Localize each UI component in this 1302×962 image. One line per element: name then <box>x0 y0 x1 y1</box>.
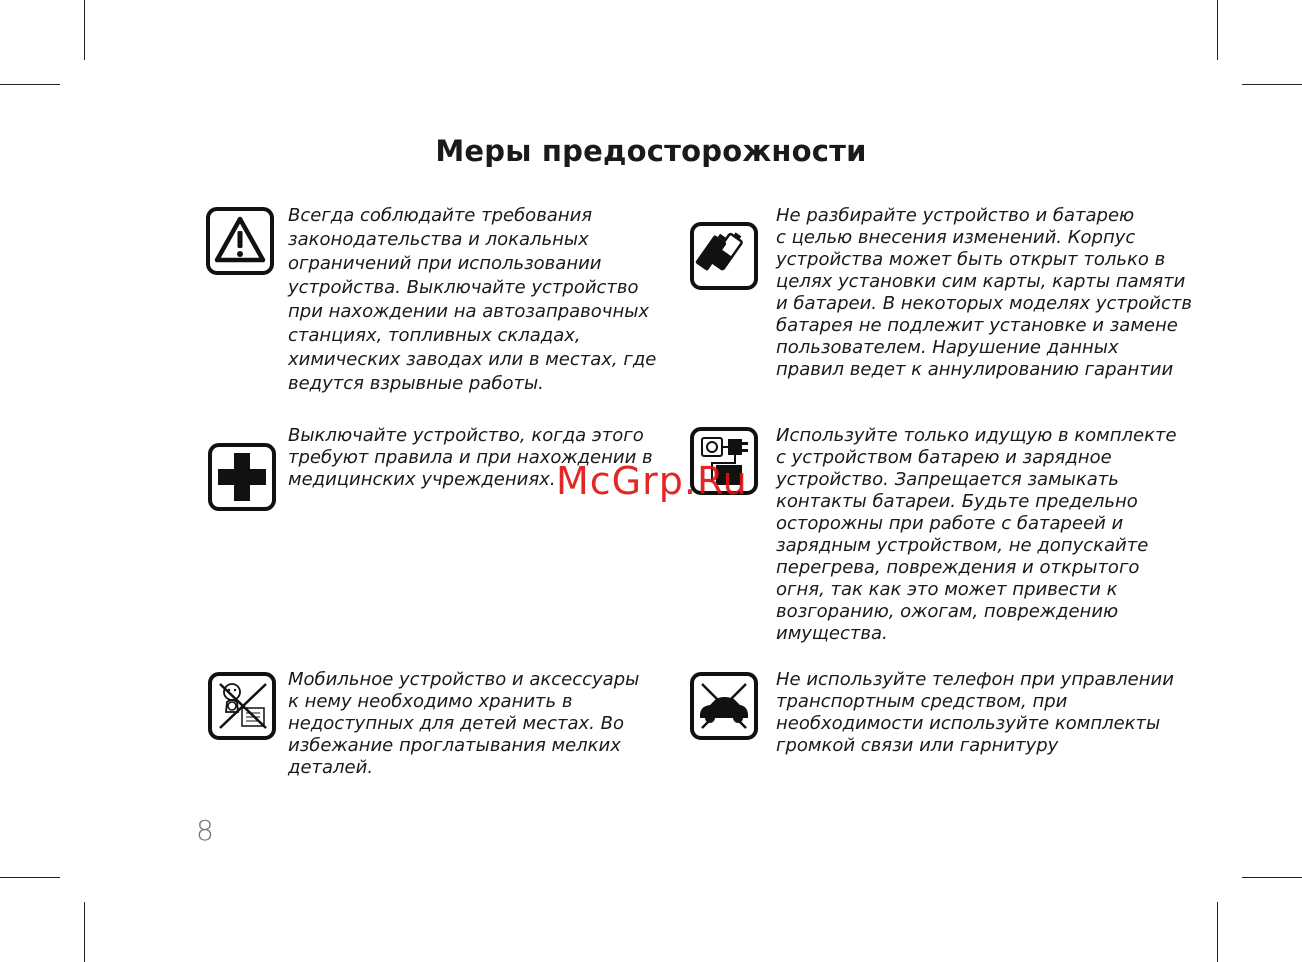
crop-mark <box>1242 877 1302 878</box>
crop-mark <box>0 84 60 85</box>
page-title: Меры предосторожности <box>435 134 867 168</box>
watermark: McGrp.Ru <box>556 459 748 503</box>
medical-cross-icon <box>208 443 276 511</box>
medical-text: Выключайте устройство, когда этого требуют правила и при нахождении в медицинских учреждениях. <box>288 425 653 490</box>
crop-mark <box>1217 0 1218 60</box>
battery-text: Не разбирайте устройство и батарею с целью внесения изменений. Корпус устройства может быть открыт только в целях установки сим карты, карты памяти и батареи. В некоторых моделях устройств батарея не подлежит установке и замене пользователем. Нарушение данных правил ведет к аннулированию гарантии <box>776 205 1192 380</box>
no-children-text: Мобильное устройство и аксессуары к нему необходимо хранить в недоступных для детей местах. Во избежание проглатывания мелких деталей. <box>288 669 640 778</box>
crop-mark <box>1217 902 1218 962</box>
crop-mark <box>84 0 85 60</box>
warning-text: Всегда соблюдайте требования законодательства и локальных ограничений при использовании устройства. Выключайте устройство при нахождении на автозаправочных станциях, топливных складах, химических заводах или в местах, где ведутся взрывные работы. <box>288 205 657 394</box>
crop-mark <box>1242 84 1302 85</box>
page-number: 8 <box>196 814 214 847</box>
no-driving-icon <box>690 672 758 740</box>
warning-icon <box>206 207 274 275</box>
crop-mark <box>84 902 85 962</box>
charger-text: Используйте только идущую в комплекте с устройством батарею и зарядное устройство. Запрещается замыкать контакты батареи. Будьте предельно осторожны при работе с батареей и зарядным устройством, не допускайте перегрева, повреждения и открытого огня, так как это может привести к возгоранию, ожогам, повреждению имущества. <box>776 425 1177 644</box>
no-children-icon <box>208 672 276 740</box>
crop-mark <box>0 877 60 878</box>
battery-icon <box>690 222 758 290</box>
no-driving-text: Не используйте телефон при управлении транспортным средством, при необходимости используйте комплекты громкой связи или гарнитуру <box>776 669 1174 756</box>
